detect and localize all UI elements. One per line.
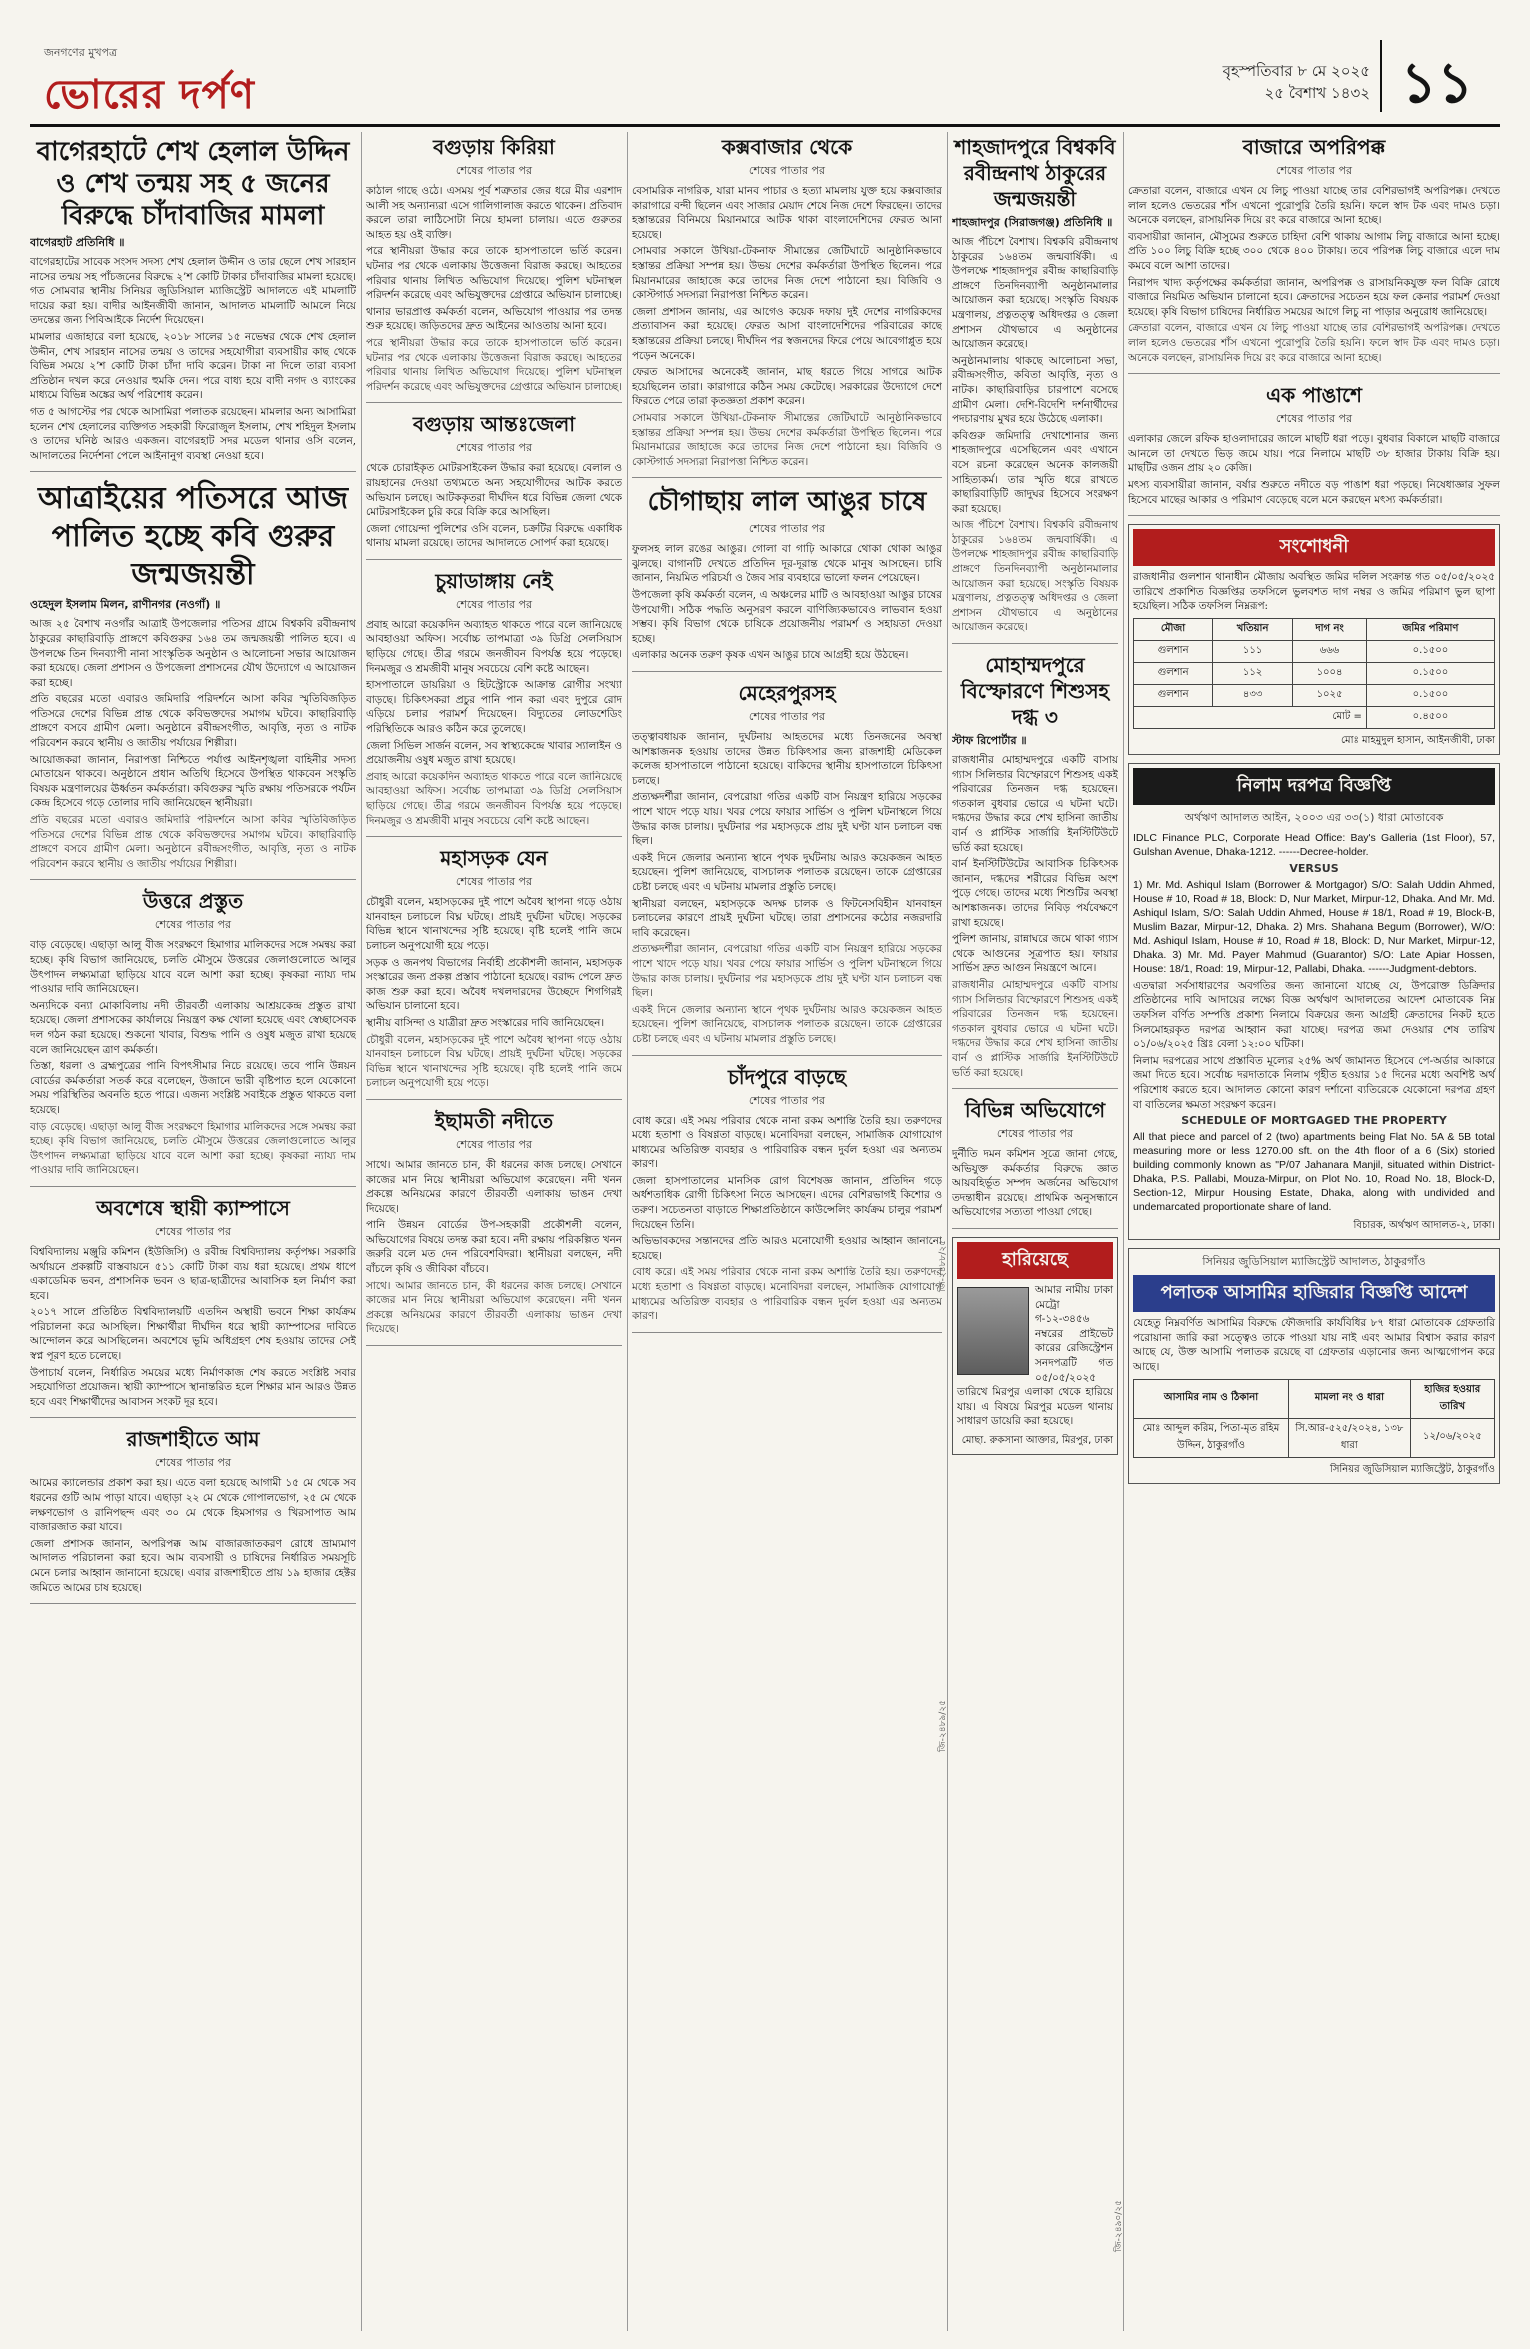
story-text: পানি উন্নয়ন বোর্ডের উপ-সহকারী প্রকৌশলী বলেন, অভিযোগের বিষয়ে তদন্ত করা হবে। নদী রক্ষায় পরিকল্পিত খনন জরুরি বলে মত দেন পরিবেশবিদরা। স্থানীয়রা বলছেন, নদী বাঁচলে কৃষি ও জীবিকা বাঁচবে। <box>366 1219 622 1276</box>
story-bogura-kiriya <box>366 134 622 403</box>
story-text: জেলা প্রশাসন জানায়, এর আগেও কয়েক দফায় দুই দেশের নাগরিকদের প্রত্যাবাসন করা হয়েছে। ফেরত আসা বাংলাদেশিদের পরিবারের কাছে হস্তান্তরের প্রক্রিয়া চলছে। দীর্ঘদিন পর স্বজনদের ফিরে পেয়ে আবেগাপ্লুত হয়ে পড়েন অনেকে। <box>632 305 942 362</box>
jump-line: শেষের পাতার পর <box>455 441 533 455</box>
column-rule <box>361 132 362 2331</box>
story-byline: বাগেরহাট প্রতিনিধি ॥ <box>30 236 125 249</box>
story-text: স্থানীয় বাসিন্দা ও যাত্রীরা দ্রুত সংস্কারের দাবি জানিয়েছেন। <box>366 1016 605 1029</box>
jump-line: শেষের পাতার পর <box>1275 412 1353 426</box>
column-rule <box>627 132 628 2331</box>
notice-text: যেহেতু নিম্নবর্ণিত আসামির বিরুদ্ধে ফৌজদারি কার্যবিধির ৮৭ ধারা মোতাবেক গ্রেফতারি পরোয়ানা জারি করা সত্ত্বেও তাকে পাওয়া যায় নাই এবং আমার বিশ্বাস করার কারণ আছে যে, উক্ত আসামি পলাতক রয়েছে বা গ্রেফতার এড়ানোর জন্য আত্মগোপন করে আছে। <box>1133 1317 1495 1373</box>
correction-notice <box>1128 524 1500 755</box>
jump-line: শেষের পাতার পর <box>455 164 533 177</box>
table-cell: গুলশান <box>1134 684 1213 706</box>
table-cell: ৬৬৬ <box>1293 640 1367 662</box>
story-text: প্রবাহ আরো কয়েকদিন অব্যাহত থাকতে পারে বলে জানিয়েছে আবহাওয়া অফিস। সর্বোচ্চ তাপমাত্রা ৩৯ ডিগ্রি সেলসিয়াস ছাড়িয়ে গেছে। তীব্র গরমে জনজীবন বিপর্যস্ত হয়ে পড়েছে। দিনমজুর ও শ্রমজীবী মানুষ সবচেয়ে বেশি কষ্টে আছেন। <box>366 770 622 827</box>
story-text: সড়ক ও জনপথ বিভাগের নির্বাহী প্রকৌশলী জানান, মহাসড়ক সংস্কারের জন্য প্রকল্প প্রস্তাব পাঠানো হয়েছে। বরাদ্দ পেলে দ্রুত কাজ শুরু করা হবে। অবৈধ দখলদারদের উচ্ছেদে শিগগিরই অভিযান চালানো হবে। <box>366 956 622 1013</box>
table-row <box>1134 640 1495 662</box>
table-header-cell: আসামির নাম ও ঠিকানা <box>1134 1379 1289 1418</box>
jump-line: শেষের পাতার পর <box>748 164 826 177</box>
table-total-row <box>1134 706 1495 728</box>
table-cell: সি.আর-৫২৫/২০২৪, ১৩৮ ধারা <box>1289 1418 1411 1457</box>
story-text: অন্যদিকে বন্যা মোকাবিলায় নদী তীরবর্তী এলাকায় আশ্রয়কেন্দ্র প্রস্তুত রাখা হয়েছে। জেলা প্রশাসকের কার্যালয়ে নিয়ন্ত্রণ কক্ষ খোলা হয়েছে এবং স্বেচ্ছাসেবক দল গঠন করা হয়েছে। শুকনো খাবার, বিশুদ্ধ পানি ও ওষুধ মজুত রাখা হয়েছে বলে জানিয়েছেন ত্রাণ কর্মকর্তা। <box>30 999 356 1056</box>
story-headline: ইছামতী নদীতে <box>434 1108 554 1133</box>
story-headline: বাজারে অপরিপক্ক <box>1242 135 1386 159</box>
story-text: গত ৫ আগস্টের পর থেকে আসামিরা পলাতক রয়েছেন। মামলার অন্য আসামিরা হলেন শেখ হেলালের ব্যক্তিগত সহকারী ফিরোজুল ইসলাম, শেখ শহিদুল ইসলাম ও তাদের ঘনিষ্ঠ আরও একজন। বাগেরহাট সদর মডেল থানার ওসি বলেন, আদালতের নির্দেশনা পেলে আইনানুগ ব্যবস্থা নেওয়া হবে। <box>30 405 356 462</box>
story-text: চৌধুরী বলেন, মহাসড়কের দুই পাশে অবৈধ স্থাপনা গড়ে ওঠায় যানবাহন চলাচলে বিঘ্ন ঘটছে। প্রায়ই দুর্ঘটনা ঘটছে। সড়কের বিভিন্ন স্থানে খানাখন্দের সৃষ্টি হয়েছে। বৃষ্টি হলেই পানি জমে চলাচল অনুপযোগী হয়ে পড়ে। <box>366 1033 622 1090</box>
jump-line: শেষের পাতার পর <box>455 1137 533 1151</box>
story-uttare <box>30 888 356 1187</box>
story-headline: মোহাম্মদপুরে বিস্ফোরণে শিশুসহ দগ্ধ ৩ <box>960 653 1110 730</box>
notice-text: আমার নামীয় ঢাকা মেট্রো গ-১২-৩৪৫৬ নম্বরের প্রাইভেট কারের রেজিস্ট্রেশন সনদপত্রটি গত ০৫/০৫/২০২৫ তারিখে মিরপুর এলাকা থেকে হারিয়ে যায়। এ বিষয়ে মিরপুর মডেল থানায় সাধারণ ডায়েরি করা হয়েছে। <box>957 1284 1113 1428</box>
story-text: জেলা গোয়েন্দা পুলিশের ওসি বলেন, চক্রটির বিরুদ্ধে একাধিক থানায় মামলা রয়েছে। তাদের আদালতে সোপর্দ করা হয়েছে। <box>366 522 622 550</box>
story-headline: মহাসড়ক যেন <box>440 846 548 871</box>
story-campus <box>30 1195 356 1419</box>
story-byline: ওহেদুল ইসলাম মিলন, রাণীনগর (নওগাঁ) ॥ <box>30 598 221 612</box>
story-text: প্রতি বছরের মতো এবারও জমিদারি পরিদর্শনে আসা কবির স্মৃতিবিজড়িত পতিসরে দেশের বিভিন্ন প্রান্ত থেকে কবিভক্তদের সমাগম ঘটবে। কাছারিবাড়ি প্রাঙ্গণে বসবে গ্রামীণ মেলা। অনুষ্ঠানে রবীন্দ্রসংগীত, আবৃত্তি, নৃত্য ও নাটক পরিবেশন করবে স্থানীয় ও জাতীয় পর্যায়ের শিল্পীরা। <box>30 814 356 870</box>
judgment-debtors-text: 1) Mr. Md. Ashiqul Islam (Borrower & Mortgagor) S/O: Salah Uddin Ahmed, House # 10, Road # 18, Block: D, Nur Market, Mirpur-12, Dhaka. And Mr. Md. Ashiqul Islam, S/O: Salah Uddin Ahmed, House # 18/1, Road # 19, Block-B, Muslim Bazar, Mirpur-12, Dhaka. 2) Mrs. Shahana Begum (Borrower), W/O: Md. Ashiqul Islam, House # 10, Road # 18, Block: D, Nur Market, Mirpur-12, Dhaka. 3) Mr. Md. Payer Mahmud (Guarantor) S/O: Late Apiar Hossen, House: 18/1, Road: 19, Mirpur-12, Pallabi, Dhaka. ------Judgment-debtors. <box>1133 878 1495 975</box>
story-text: রাজধানীর মোহাম্মদপুরে একটি বাসায় গ্যাস সিলিন্ডার বিস্ফোরণে শিশুসহ একই পরিবারের তিনজন দগ্ধ হয়েছেন। গতকাল বুধবার ভোরে এ ঘটনা ঘটে। দগ্ধদের উদ্ধার করে শেখ হাসিনা জাতীয় বার্ন ও প্লাস্টিক সার্জারি ইনস্টিটিউটে ভর্তি করা হয়েছে। <box>952 754 1118 854</box>
table-cell: ১২/০৬/২০২৫ <box>1410 1418 1494 1457</box>
jump-line: শেষের পাতার পর <box>154 1456 232 1470</box>
column-4 <box>952 132 1118 2331</box>
brand-logo: ভোরের দর্পণ <box>44 71 255 118</box>
decree-holder-text: IDLC Finance PLC, Corporate Head Office: Bay's Galleria (1st Floor), 57, Gulshan Avenue, Dhaka-1212. ------Decree-holder. <box>1133 831 1495 858</box>
table-cell: ০.১৫০০ <box>1366 662 1494 684</box>
story-pangas <box>1128 382 1500 516</box>
ad-code: জি-২৪৮৯/২৫ <box>938 1700 948 1752</box>
story-headline: রাজশাহীতে আম <box>126 1427 260 1452</box>
story-coxsbazar <box>632 134 942 478</box>
story-text: উপাচার্য বলেন, নির্ধারিত সময়ের মধ্যে নির্মাণকাজ শেষ করতে সংশ্লিষ্ট সবার সহযোগিতা প্রয়োজন। স্থায়ী ক্যাম্পাসে স্থানান্তরিত হলে শিক্ষার মান আরও উন্নত হবে এবং শিক্ষার্থীদের আবাসন সংকট দূর হবে। <box>30 1366 356 1408</box>
date-gregorian: বৃহস্পতিবার ৮ মে ২০২৫ <box>1222 62 1370 80</box>
story-text: ফুলসহ লাল রঙের আঙুর। গোলা বা গাঢ়ি আকারে থোকা থোকা আঙুর ঝুলছে। বাগানটি দেখতে প্রতিদিন দূর-দূরান্ত থেকে মানুষ আসছেন। চাষি জানান, নিয়মিত পরিচর্যা ও জৈব সার ব্যবহারে ভালো ফলন পেয়েছেন। <box>632 543 942 585</box>
story-text: আমের ক্যালেন্ডার প্রকাশ করা হয়। এতে বলা হয়েছে আগামী ১৫ মে থেকে সব ধরনের গুটি আম পাড়া যাবে। এছাড়া ২২ মে থেকে গোপালভোগ, ২৫ মে থেকে লক্ষণভোগ ও রানিপছন্দ এবং ৩০ মে থেকে হিমসাগর ও খিরসাপাত আম বাজারজাত করা যাবে। <box>30 1477 356 1534</box>
absent-accused-notice <box>1128 1248 1500 1483</box>
table-row <box>1134 662 1495 684</box>
notice-signature: মোছা. রুকসানা আক্তার, মিরপুর, ঢাকা <box>961 1435 1113 1446</box>
table-total-value: ০.৪৫০০ <box>1366 706 1494 728</box>
table-header-cell: মামলা নং ও ধারা <box>1289 1379 1411 1418</box>
story-headline: শাহজাদপুরে বিশ্বকবি রবীন্দ্রনাথ ঠাকুরের জন্মজয়ন্তী <box>954 135 1116 211</box>
story-bogura-interdistrict <box>366 411 622 560</box>
story-text: এলাকার জেলে রফিক হাওলাদারের জালে মাছটি ধরা পড়ে। বুধবার বিকালে মাছটি বাজারে আনলে তা দেখতে ভিড় জমে যায়। পরে নিলামে মাছটি ৩৮ হাজার টাকায় বিক্রি হয়। মাছটির ওজন প্রায় ২০ কেজি। <box>1128 433 1500 475</box>
column-5 <box>1128 132 1500 2331</box>
column-rule <box>947 132 948 2331</box>
story-text: এলাকার অনেক তরুণ কৃষক এখন আঙুর চাষে আগ্রহী হয়ে উঠছেন। <box>632 649 909 662</box>
story-bagerhat <box>30 136 356 472</box>
story-text: পরে স্থানীয়রা উদ্ধার করে তাকে হাসপাতালে ভর্তি করেন। ঘটনার পর থেকে এলাকায় উত্তেজনা বিরাজ করছে। আহতের পরিবার থানায় লিখিত অভিযোগ দিয়েছে। পুলিশ ঘটনাস্থল পরিদর্শন করেছে এবং অভিযুক্তদের গ্রেপ্তারে অভিযান চালাচ্ছে। <box>366 336 622 393</box>
story-text: মামলার এজাহারে বলা হয়েছে, ২০১৮ সালের ১৫ নভেম্বর থেকে শেখ হেলাল উদ্দীন, শেখ সারহান নাসের তন্ময় ও তাদের সহযোগীরা ব্যবসায়ীর কাছ থেকে বিভিন্ন সময়ে ২’শ কোটি টাকা চাঁদা দাবি করেন। টাকা না দিলে তারা ব্যবসা প্রতিষ্ঠান দখল করে নেওয়ার হুমকি দেন। পরে বাধ্য হয়ে বাদী নগদ ও ব্যাংকের মাধ্যমে বিভিন্ন অঙ্কের অর্থ পরিশোধ করেন। <box>30 330 356 402</box>
jump-line: শেষের পাতার পর <box>154 918 232 932</box>
story-text: প্রতি বছরের মতো এবারও জমিদারি পরিদর্শনে আসা কবির স্মৃতিবিজড়িত পতিসরে দেশের বিভিন্ন প্রান্ত থেকে কবিভক্তদের সমাগম ঘটবে। কাছারিবাড়ি প্রাঙ্গণে বসবে গ্রামীণ মেলা। অনুষ্ঠানে রবীন্দ্রসংগীত, আবৃত্তি, নৃত্য ও নাটক পরিবেশন করবে স্থানীয় ও জাতীয় পর্যায়ের শিল্পীরা। <box>30 693 356 750</box>
story-text: ক্রেতারা বলেন, বাজারে এখন যে লিচু পাওয়া যাচ্ছে তার বেশিরভাগই অপরিপক্ক। দেখতে লাল হলেও ভেতরের শাঁস এখনো পুরোপুরি তৈরি হয়নি। ফলে স্বাদ টক এবং দামও চড়া। অনেকে বলছেন, রাসায়নিক দিয়ে রং করে বাজারে আনা হচ্ছে। <box>1128 322 1500 364</box>
column-3 <box>632 132 942 2331</box>
date-bengali: ২৫ বৈশাখ ১৪৩২ <box>1264 84 1370 102</box>
auction-subtitle: অর্থঋণ আদালত আইন, ২০০৩ এর ৩৩(১) ধারা মোতাবেক <box>1184 810 1444 824</box>
ad-code: জি-২৪৮৮/২৫ <box>938 1240 948 1292</box>
story-text: বাগেরহাটের সাবেক সংসদ সদস্য শেখ হেলাল উদ্দীন ও তার ছেলে শেখ সারহান নাসের তন্ময় সহ পাঁচজনের বিরুদ্ধে ২’শ কোটি টাকার চাঁদাবাজির মামলা হয়েছে। গত সোমবার স্থানীয় সিনিয়র জুডিসিয়াল ম্যাজিস্ট্রেট আদালতে এই মামলাটি দায়ের করা হয়। বাদীর আইনজীবী জানান, আদালত মামলাটি আমলে নিয়ে তদন্তের জন্য পিবিআইকে নির্দেশ দিয়েছেন। <box>30 256 356 327</box>
story-text: নিরাপদ খাদ্য কর্তৃপক্ষের কর্মকর্তারা জানান, অপরিপক্ক ও রাসায়নিকযুক্ত ফল বিক্রি রোধে বাজারে নিয়মিত অভিযান চালানো হবে। ক্রেতাদের সচেতন হয়ে ফল কেনার পরামর্শ দেওয়া হয়েছে। কৃষি বিভাগ চাষিদের নির্ধারিত সময়ের আগে লিচু না পাড়ার অনুরোধ জানিয়েছে। <box>1128 276 1500 318</box>
story-text: আজ ২৫ বৈশাখ নওগাঁর আত্রাই উপজেলার পতিসর গ্রামে বিশ্বকবি রবীন্দ্রনাথ ঠাকুরের কাছারিবাড়ি প্রাঙ্গণে কবিগুরুর ১৬৪ তম জন্মজয়ন্তী পালিত হবে। এ উপলক্ষে তিন দিনব্যাপী নানা সাংস্কৃতিক অনুষ্ঠান ও আলোচনা সভার আয়োজন করা হয়েছে। জেলা প্রশাসন ও উপজেলা প্রশাসনের যৌথ উদ্যোগে এ আয়োজন করা হচ্ছে। <box>30 618 356 689</box>
story-headline: মেহেরপুরসহ <box>738 681 836 706</box>
story-headline: অবশেষে স্থায়ী ক্যাম্পাসে <box>96 1195 290 1220</box>
table-cell: ১১১ <box>1213 640 1293 662</box>
story-text: ২০১৭ সালে প্রতিষ্ঠিত বিশ্ববিদ্যালয়টি এতদিন অস্থায়ী ভবনে শিক্ষা কার্যক্রম পরিচালনা করে আসছিল। শিক্ষার্থীরা দীর্ঘদিন ধরে স্থায়ী ক্যাম্পাসের দাবিতে আন্দোলন করে আসছিলেন। অবশেষে ভূমি অধিগ্রহণ শেষ হওয়ায় তাদের সেই স্বপ্ন পূরণ হতে চলেছে। <box>30 1306 356 1363</box>
story-text: প্রবাহ আরো কয়েকদিন অব্যাহত থাকতে পারে বলে জানিয়েছে আবহাওয়া অফিস। সর্বোচ্চ তাপমাত্রা ৩৯ ডিগ্রি সেলসিয়াস ছাড়িয়ে গেছে। তীব্র গরমে জনজীবন বিপর্যস্ত হয়ে পড়েছে। দিনমজুর ও শ্রমজীবী মানুষ সবচেয়ে বেশি কষ্টে আছেন। <box>366 618 622 675</box>
table-header-cell: খতিয়ান <box>1213 618 1293 640</box>
story-text: কবিগুরু জমিদারি দেখাশোনার জন্য শাহজাদপুরে এসেছিলেন এবং এখানে বসে রচনা করেছেন অনেক কালজয়ী সাহিত্যকর্ম। তার স্মৃতি ধরে রাখতে কাছারিবাড়িটি জাদুঘর হিসেবে সংরক্ষণ করা হয়েছে। <box>952 429 1118 515</box>
table-cell: মোঃ আব্দুল করিম, পিতা-মৃত রহিম উদ্দিন, ঠাকুরগাঁও <box>1134 1418 1289 1457</box>
story-text: বোধ করে। এই সময় পরিবার থেকে নানা রকম অশান্তি তৈরি হয়। তরুণদের মধ্যে হতাশা ও বিষণ্ণতা বাড়ছে। মনোবিদরা বলছেন, সামাজিক যোগাযোগ মাধ্যমের অতিরিক্ত ব্যবহার ও পারিবারিক বন্ধন দুর্বল হওয়া এর অন্যতম কারণ। <box>632 1266 942 1323</box>
missing-notice <box>952 1237 1118 1455</box>
story-text: জেলা হাসপাতালের মানসিক রোগ বিশেষজ্ঞ জানান, প্রতিদিন গড়ে অর্ধশতাধিক রোগী চিকিৎসা নিতে আসছেন। এদের বেশিরভাগই কিশোর ও তরুণ। সচেতনতা বাড়াতে শিক্ষাপ্রতিষ্ঠানে কাউন্সেলিং কার্যক্রম চালুর পরামর্শ দিয়েছেন তিনি। <box>632 1174 942 1231</box>
story-allegations <box>952 1097 1118 1229</box>
table-total-label: মোট = <box>1134 706 1367 728</box>
story-text: তত্ত্বাবধায়ক জানান, দুর্ঘটনায় আহতদের মধ্যে তিনজনের অবস্থা আশঙ্কাজনক হওয়ায় তাদের উন্নত চিকিৎসার জন্য রাজশাহী মেডিকেল কলেজ হাসপাতালে পাঠানো হয়েছে। বাকিদের স্থানীয় হাসপাতালে চিকিৎসা চলছে। <box>632 731 942 787</box>
story-byline: শাহজাদপুর (সিরাজগঞ্জ) প্রতিনিধি ॥ <box>952 216 1113 229</box>
table-header-cell: দাগ নং <box>1293 618 1367 640</box>
story-headline: চৌগাছায় লাল আঙুর চাষে <box>647 487 927 518</box>
story-text: রাজধানীর মোহাম্মদপুরে একটি বাসায় গ্যাস সিলিন্ডার বিস্ফোরণে শিশুসহ একই পরিবারের তিনজন দগ্ধ হয়েছেন। গতকাল বুধবার ভোরে এ ঘটনা ঘটে। দগ্ধদের উদ্ধার করে শেখ হাসিনা জাতীয় বার্ন ও প্লাস্টিক সার্জারি ইনস্টিটিউটে ভর্তি করা হয়েছে। <box>952 978 1118 1079</box>
story-headline: কক্সবাজার থেকে <box>721 135 853 159</box>
story-headline: বাগেরহাটে শেখ হেলাল উদ্দিন ও শেখ তন্ময় সহ ৫ জনের বিরুদ্ধে চাঁদাবাজির মামলা <box>36 137 350 231</box>
story-text: পরে স্থানীয়রা উদ্ধার করে তাকে হাসপাতালে ভর্তি করেন। ঘটনার পর থেকে এলাকায় উত্তেজনা বিরাজ করছে। আহতের পরিবার থানায় লিখিত অভিযোগ দিয়েছে। পুলিশ ঘটনাস্থল পরিদর্শন করেছে এবং অভিযুক্তদের গ্রেপ্তারে অভিযান চালাচ্ছে। <box>366 245 622 302</box>
story-text: চৌধুরী বলেন, মহাসড়কের দুই পাশে অবৈধ স্থাপনা গড়ে ওঠায় যানবাহন চলাচলে বিঘ্ন ঘটছে। প্রায়ই দুর্ঘটনা ঘটছে। সড়কের বিভিন্ন স্থানে খানাখন্দের সৃষ্টি হয়েছে। বৃষ্টি হলেই পানি জমে চলাচল অনুপযোগী হয়ে পড়ে। <box>366 896 622 952</box>
story-text: সোমবার সকালে উখিয়া-টেকনাফ সীমান্তের জেটিঘাটে আনুষ্ঠানিকভাবে হস্তান্তর প্রক্রিয়া সম্পন্ন হয়। উভয় দেশের কর্মকর্তারা উপস্থিত ছিলেন। পরে মিয়ানমারের জাহাজে করে তাদের নিজ দেশে পাঠানো হয়। বিজিবি ও কোস্টগার্ড সদস্যরা নিরাপত্তা নিশ্চিত করেন। <box>632 245 942 302</box>
story-text: বোধ করে। এই সময় পরিবার থেকে নানা রকম অশান্তি তৈরি হয়। তরুণদের মধ্যে হতাশা ও বিষণ্ণতা বাড়ছে। মনোবিদরা বলছেন, সামাজিক যোগাযোগ মাধ্যমের অতিরিক্ত ব্যবহার ও পারিবারিক বন্ধন দুর্বল হওয়া এর অন্যতম কারণ। <box>632 1114 942 1171</box>
dateline <box>1223 60 1370 104</box>
table-cell: ০.১৫০০ <box>1366 684 1494 706</box>
story-byline: স্টাফ রিপোর্টার ॥ <box>952 734 1027 748</box>
table-header-cell: জমির পরিমাণ <box>1366 618 1494 640</box>
jump-line: শেষের পাতার পর <box>748 522 826 536</box>
jump-line: শেষের পাতার পর <box>455 597 533 611</box>
schedule-title: SCHEDULE OF MORTGAGED THE PROPERTY <box>1181 1114 1447 1128</box>
table-cell: গুলশান <box>1134 640 1213 662</box>
story-highway <box>366 845 622 1100</box>
correction-banner: সংশোধনী <box>1133 529 1495 566</box>
story-text: থানার ভারপ্রাপ্ত কর্মকর্তা বলেন, অভিযোগ পাওয়ার পর তদন্ত শুরু হয়েছে। জড়িতদের দ্রুত আইনের আওতায় আনা হবে। <box>366 305 622 333</box>
notice-text: এতদ্বারা সর্বসাধারণের অবগতির জন্য জানানো যাচ্ছে যে, উপরোক্ত ডিক্রিদার প্রতিষ্ঠানের দাবি আদায়ের লক্ষ্যে বিজ্ঞ অর্থঋণ আদালতের আদেশ মোতাবেক নিম্ন তফসিল বর্ণিত সম্পত্তি প্রকাশ্য নিলামে বিক্রয়ের জন্য আগ্রহী ক্রেতাদের নিকট হতে সিলমোহরকৃত দরপত্র আহ্বান করা যাচ্ছে। দরপত্র জমা দেওয়ার শেষ তারিখ ০১/০৬/২০২৫ খ্রিঃ বেলা ১২:০০ ঘটিকা। <box>1133 979 1495 1051</box>
column-2 <box>366 132 622 2331</box>
notice-text: রাজধানীর গুলশান থানাধীন মৌজায় অবস্থিত জমির দলিল সংক্রান্ত গত ০৫/০৫/২০২৫ তারিখে প্রকাশিত বিজ্ঞপ্তির তফসিলে ভুলবশত দাগ নম্বর ও জমির পরিমাণ ভুল ছাপা হয়েছিল। সঠিক তফসিল নিম্নরূপ: <box>1133 571 1495 613</box>
notice-signature: মোঃ মাহমুদুল হাসান, আইনজীবী, ঢাকা <box>1340 734 1495 746</box>
story-headline: বগুড়ায় কিরিয়া <box>433 135 555 159</box>
jump-line: শেষের পাতার পর <box>154 1224 232 1238</box>
story-text: থেকে চোরাইকৃত মোটরসাইকেল উদ্ধার করা হয়েছে। বেলাল ও রায়হানের দেওয়া তথ্যমতে অন্য সহযোগীদের আটক করতে অভিযান চলছে। আটককৃতরা দীর্ঘদিন ধরে বিভিন্ন জেলা থেকে মোটরসাইকেল চুরি করে বিক্রি করে আসছিল। <box>366 462 622 519</box>
schedule-table <box>1133 618 1495 729</box>
missing-banner: হারিয়েছে <box>957 1242 1113 1279</box>
auction-banner: নিলাম দরপত্র বিজ্ঞপ্তি <box>1133 768 1495 805</box>
story-text: স্থানীয়রা বলছেন, মহাসড়কে অদক্ষ চালক ও ফিটনেসবিহীন যানবাহন চলাচলের কারণে প্রায়ই দুর্ঘটনা ঘটছে। তারা প্রশাসনের কঠোর নজরদারি দাবি করেছেন। <box>632 897 942 939</box>
table-cell: ১০২৫ <box>1293 684 1367 706</box>
schedule-text: All that piece and parcel of 2 (two) apartments being Flat No. 5A & 5B total measuring more or less 1270.00 sft. on the 4th floor of a 6 (Six) storied building commonly known as "P/07 Jahanara Manjil, situated within District-Dhaka, P.S. Pallabi, Mouza-Mirpur, on Plot No. 10, Road No. 18, Block-D, Section-12, Mirpur Housing Estate, Dhaka, along with undivided and undemarcated proportionate share of land. <box>1133 1131 1495 1214</box>
table-row <box>1134 1418 1495 1457</box>
story-headline: আত্রাইয়ের পতিসরে আজ পালিত হচ্ছে কবি গুরুর জন্মজয়ন্তী <box>37 481 349 593</box>
brand-tagline: জনগণের মুখপত্র <box>44 46 118 59</box>
story-text: একই দিনে জেলার অন্যান্য স্থানে পৃথক দুর্ঘটনায় আরও কয়েকজন আহত হয়েছেন। পুলিশ জানিয়েছে, বাসচালক পলাতক রয়েছেন। তাকে গ্রেপ্তারের চেষ্টা চলছে এবং এ ঘটনায় মামলার প্রস্তুতি চলছে। <box>632 1003 942 1045</box>
story-text: ফেরত আসাদের অনেকেই জানান, মাছ ধরতে গিয়ে সাগরে আটক হয়েছিলেন তারা। কারাগারে কঠিন সময় কেটেছে। সরকারের উদ্যোগে দেশে ফিরতে পেরে তারা কৃতজ্ঞতা প্রকাশ করেন। <box>632 366 942 408</box>
jump-line: শেষের পাতার পর <box>1275 164 1353 177</box>
brand <box>44 44 255 130</box>
table-header-row <box>1134 1379 1495 1418</box>
story-chougachha-grapes <box>632 486 942 672</box>
story-text: বার্ন ইনস্টিটিউটের আবাসিক চিকিৎসক জানান, দগ্ধদের শরীরের বিভিন্ন অংশ পুড়ে গেছে। তাদের মধ্যে শিশুটির অবস্থা আশঙ্কাজনক। তাদের নিবিড় পর্যবেক্ষণে রাখা হয়েছে। <box>952 858 1118 929</box>
story-mohammadpur <box>952 652 1118 1089</box>
absent-banner: পলাতক আসামির হাজিরার বিজ্ঞপ্তি আদেশ <box>1133 1275 1495 1312</box>
masthead <box>30 38 1500 127</box>
story-headline: এক পাঙাশে <box>1266 383 1362 408</box>
story-headline: চুয়াডাঙ্গায় নেই <box>435 568 553 593</box>
table-cell: গুলশান <box>1134 662 1213 684</box>
table-header-row <box>1134 618 1495 640</box>
versus-label: VERSUS <box>1289 861 1339 875</box>
ad-code: জি-২৪৯০/২৫ <box>1114 2200 1124 2252</box>
story-text: আজ পঁচিশে বৈশাখ। বিশ্বকবি রবীন্দ্রনাথ ঠাকুরের ১৬৪তম জন্মবার্ষিকী। এ উপলক্ষে শাহজাদপুর রবীন্দ্র কাছারিবাড়ি প্রাঙ্গণে তিনদিনব্যাপী অনুষ্ঠানমালার আয়োজন করা হয়েছে। সংস্কৃতি বিষয়ক মন্ত্রণালয়, প্রত্নতত্ত্ব অধিদপ্তর ও জেলা প্রশাসন যৌথভাবে এ অনুষ্ঠানের আয়োজন করেছে। <box>952 236 1118 351</box>
story-text: ক্রেতারা বলেন, বাজারে এখন যে লিচু পাওয়া যাচ্ছে তার বেশিরভাগই অপরিপক্ক। দেখতে লাল হলেও ভেতরের শাঁস এখনো পুরোপুরি তৈরি হয়নি। ফলে স্বাদ টক এবং দামও চড়া। অনেকে বলছেন, রাসায়নিক দিয়ে রং করে বাজারে আনা হচ্ছে। <box>1128 185 1500 227</box>
table-row <box>1134 684 1495 706</box>
story-meherpur <box>632 680 942 1055</box>
story-text: প্রত্যক্ষদর্শীরা জানান, বেপরোয়া গতির একটি বাস নিয়ন্ত্রণ হারিয়ে সড়কের পাশে খাদে পড়ে যায়। খবর পেয়ে ফায়ার সার্ভিস ও পুলিশ ঘটনাস্থলে গিয়ে উদ্ধার কাজ চালায়। দুর্ঘটনার পর মহাসড়কে প্রায় দুই ঘণ্টা যান চলাচল বন্ধ ছিল। <box>632 791 942 848</box>
notice-text: নিলাম দরপত্রের সাথে প্রস্তাবিত মূল্যের ২৫% অর্থ জামানত হিসেবে পে-অর্ডার আকারে জমা দিতে হবে। সর্বোচ্চ দরদাতাকে নিলাম গৃহীত হওয়ার ১৫ দিনের মধ্যে অবশিষ্ট অর্থ পরিশোধ করতে হবে। আদালত কোনো কারণ দর্শানো ব্যতিরেকে যেকোনো দরপত্র গ্রহণ বা বাতিলের ক্ষমতা সংরক্ষণ করেন। <box>1133 1054 1495 1111</box>
story-text: বাড় বেড়েছে। এছাড়া আলু বীজ সংরক্ষণে হিমাগার মালিকদের সঙ্গে সমন্বয় করা হচ্ছে। কৃষি বিভাগ জানিয়েছে, চলতি মৌসুমে উত্তরের জেলাগুলোতে আলুর উৎপাদন লক্ষ্যমাত্রা ছাড়িয়ে যাবে বলে আশা করা হচ্ছে। কৃষকরা ন্যায্য দাম পাওয়ার দাবি জানিয়েছেন। <box>30 1120 356 1177</box>
story-headline: চাঁদপুরে বাড়ছে <box>727 1064 847 1089</box>
story-text: ব্যবসায়ীরা জানান, মৌসুমের শুরুতে চাহিদা বেশি থাকায় আগাম লিচু বাজারে আনা হচ্ছে। প্রতি ১০০ লিচু বিক্রি হচ্ছে ৩০০ থেকে ৪০০ টাকায়। তবে পরিপক্ক লিচু বাজারে এলে দাম কমবে বলে আশা তাদের। <box>1128 230 1500 272</box>
court-name: সিনিয়র জুডিসিয়াল ম্যাজিস্ট্রেট আদালত, ঠাকুরগাঁও <box>1202 1255 1426 1269</box>
story-text: জেলা প্রশাসক জানান, অপরিপক্ক আম বাজারজাতকরণ রোধে ভ্রাম্যমাণ আদালত পরিচালনা করা হবে। আম ব্যবসায়ী ও চাষিদের নির্ধারিত সময়সূচি মেনে চলার আহ্বান জানানো হয়েছে। এবার রাজশাহীতে প্রায় ১৯ হাজার হেক্টর জমিতে আমের চাষ হয়েছে। <box>30 1537 356 1594</box>
column-rule <box>1123 132 1124 2331</box>
story-text: হাসপাতালে ডায়রিয়া ও হিটস্ট্রোকে আক্রান্ত রোগীর সংখ্যা বাড়ছে। চিকিৎসকরা প্রচুর পানি পান করা এবং দুপুরে রোদ এড়িয়ে চলার পরামর্শ দিয়েছেন। বিদ্যুতের লোডশেডিং পরিস্থিতিকে আরও কঠিন করে তুলেছে। <box>366 679 622 736</box>
jump-line: শেষের পাতার পর <box>455 875 533 889</box>
story-litchi <box>1128 134 1500 374</box>
story-text: একই দিনে জেলার অন্যান্য স্থানে পৃথক দুর্ঘটনায় আরও কয়েকজন আহত হয়েছেন। পুলিশ জানিয়েছে, বাসচালক পলাতক রয়েছেন। তাকে গ্রেপ্তারের চেষ্টা চলছে এবং এ ঘটনায় মামলার প্রস্তুতি চলছে। <box>632 851 942 893</box>
table-header-cell: মৌজা <box>1134 618 1213 640</box>
story-headline: বগুড়ায় আন্তঃজেলা <box>412 412 576 437</box>
story-text: উপজেলা কৃষি কর্মকর্তা বলেন, এ অঞ্চলের মাটি ও আবহাওয়া আঙুর চাষের উপযোগী। সঠিক পদ্ধতি অনুসরণ করলে বাণিজ্যিকভাবেও লাভবান হওয়া সম্ভব। কৃষি বিভাগ থেকে চাষিকে প্রয়োজনীয় পরামর্শ ও সহায়তা দেওয়া হচ্ছে। <box>632 589 942 645</box>
story-text: সোমবার সকালে উখিয়া-টেকনাফ সীমান্তের জেটিঘাটে আনুষ্ঠানিকভাবে হস্তান্তর প্রক্রিয়া সম্পন্ন হয়। উভয় দেশের কর্মকর্তারা উপস্থিত ছিলেন। পরে মিয়ানমারের জাহাজে করে তাদের নিজ দেশে পাঠানো হয়। বিজিবি ও কোস্টগার্ড সদস্যরা নিরাপত্তা নিশ্চিত করেন। <box>632 411 942 468</box>
table-cell: ১০০৪ <box>1293 662 1367 684</box>
story-text: পুলিশ জানায়, রান্নাঘরে জমে থাকা গ্যাস থেকে আগুনের সূত্রপাত হয়। ফায়ার সার্ভিস দ্রুত আগুন নিয়ন্ত্রণে আনে। <box>952 933 1118 975</box>
story-rajshahi-mango <box>30 1426 356 1604</box>
story-text: বেসামরিক নাগরিক, যারা মানব পাচার ও হত্যা মামলায় যুক্ত হয়ে কক্সবাজার কারাগারে বন্দী ছিলেন এবং সাজার মেয়াদ শেষে নিজ দেশে ফিরছেন। তাদের হস্তান্তরের বিনিময়ে মিয়ানমারে আটক থাকা বাংলাদেশিদের ফেরত আনা হয়েছে। <box>632 185 942 241</box>
story-text: জেলা সিভিল সার্জন বলেন, সব স্বাস্থ্যকেন্দ্রে খাবার স্যালাইন ও প্রয়োজনীয় ওষুধ মজুত রাখা হয়েছে। <box>366 739 622 767</box>
jump-line: শেষের পাতার পর <box>748 710 826 724</box>
column-1 <box>30 132 356 2331</box>
accused-table <box>1133 1379 1495 1458</box>
story-text: অনুষ্ঠানমালায় থাকছে আলোচনা সভা, রবীন্দ্রসংগীত, কবিতা আবৃত্তি, নৃত্য ও নাটক। কাছারিবাড়ির চারপাশে বসেছে গ্রামীণ মেলা। দেশি-বিদেশি দর্শনার্থীদের পদচারণায় মুখর হয়ে উঠেছে এলাকা। <box>952 354 1118 426</box>
story-headline: উত্তরে প্রস্তুত <box>142 889 244 914</box>
story-shahjadpur <box>952 134 1118 644</box>
notice-signature: বিচারক, অর্থঋণ আদালত-২, ঢাকা। <box>1353 1220 1495 1232</box>
story-text: কাঠাল গাছে ওঠে। এসময় পূর্ব শত্রুতার জের ধরে মীর এরশাদ আলী সহ অন্যান্যরা এসে গালিগালাজ করতে থাকেন। প্রতিবাদ করলে তারা লাঠিসোটা নিয়ে হামলা চালায়। এতে গুরুতর আহত হয় ওই ব্যক্তি। <box>366 185 622 241</box>
jump-line: শেষের পাতার পর <box>996 1127 1074 1141</box>
table-cell: ১১২ <box>1213 662 1293 684</box>
auction-notice <box>1128 763 1500 1240</box>
story-headline: বিভিন্ন অভিযোগে <box>964 1098 1106 1123</box>
story-text: মৎস্য ব্যবসায়ীরা জানান, বর্ষার শুরুতে নদীতে বড় পাঙাশ ধরা পড়ছে। নিষেধাজ্ঞার সুফল হিসেবে মাছের আকার ও পরিমাণ বেড়েছে বলে মনে করছেন মৎস্য কর্মকর্তারা। <box>1128 478 1500 506</box>
story-text: প্রত্যক্ষদর্শীরা জানান, বেপরোয়া গতির একটি বাস নিয়ন্ত্রণ হারিয়ে সড়কের পাশে খাদে পড়ে যায়। খবর পেয়ে ফায়ার সার্ভিস ও পুলিশ ঘটনাস্থলে গিয়ে উদ্ধার কাজ চালায়। দুর্ঘটনার পর মহাসড়কে প্রায় দুই ঘণ্টা যান চলাচল বন্ধ ছিল। <box>632 943 942 1000</box>
table-cell: ৪৩৩ <box>1213 684 1293 706</box>
story-text: সাথে। আমার জানতে চান, কী ধরনের কাজ চলছে। সেখানে কাজের মান নিয়ে স্থানীয়রা অভিযোগ করেছেন। নদী খনন প্রকল্পে অনিয়মের কারণে তীরবর্তী এলাকায় ভাঙন দেখা দিয়েছে। <box>366 1158 622 1215</box>
jump-line: শেষের পাতার পর <box>748 1093 826 1107</box>
story-text: বাড় বেড়েছে। এছাড়া আলু বীজ সংরক্ষণে হিমাগার মালিকদের সঙ্গে সমন্বয় করা হচ্ছে। কৃষি বিভাগ জানিয়েছে, চলতি মৌসুমে উত্তরের জেলাগুলোতে আলুর উৎপাদন লক্ষ্যমাত্রা ছাড়িয়ে যাবে বলে আশা করা হচ্ছে। কৃষকরা ন্যায্য দাম পাওয়ার দাবি জানিয়েছেন। <box>30 939 356 996</box>
notice-signature: সিনিয়র জুডিসিয়াল ম্যাজিস্ট্রেট, ঠাকুরগাঁও <box>1329 1463 1495 1475</box>
story-text: তিস্তা, ধরলা ও ব্রহ্মপুত্রের পানি বিপৎসীমার নিচে রয়েছে। তবে পানি উন্নয়ন বোর্ডের কর্মকর্তারা সতর্ক করে বলেছেন, উজানে ভারী বৃষ্টিপাত হলে যেকোনো সময় পরিস্থিতির অবনতি হতে পারে। এজন্য সংশ্লিষ্ট সবাইকে প্রস্তুত থাকতে বলা হয়েছে। <box>30 1060 356 1116</box>
story-text: অভিভাবকদের সন্তানদের প্রতি আরও মনোযোগী হওয়ার আহ্বান জানানো হয়েছে। <box>632 1235 942 1262</box>
story-text: আজ পঁচিশে বৈশাখ। বিশ্বকবি রবীন্দ্রনাথ ঠাকুরের ১৬৪তম জন্মবার্ষিকী। এ উপলক্ষে শাহজাদপুর রবীন্দ্র কাছারিবাড়ি প্রাঙ্গণে তিনদিনব্যাপী অনুষ্ঠানমালার আয়োজন করা হয়েছে। সংস্কৃতি বিষয়ক মন্ত্রণালয়, প্রত্নতত্ত্ব অধিদপ্তর ও জেলা প্রশাসন যৌথভাবে এ অনুষ্ঠানের আয়োজন করেছে। <box>952 519 1118 634</box>
story-atrai <box>30 480 356 880</box>
table-header-cell: হাজির হওয়ার তারিখ <box>1410 1379 1494 1418</box>
story-text: বিশ্ববিদ্যালয় মঞ্জুরি কমিশন (ইউজিসি) ও রবীন্দ্র বিশ্ববিদ্যালয় কর্তৃপক্ষ। সরকারি অর্থায়নে প্রকল্পটি বাস্তবায়নে ৫১১ কোটি টাকা ব্যয় ধরা হয়েছে। প্রথম ধাপে একাডেমিক ভবন, প্রশাসনিক ভবন ও ছাত্র-ছাত্রীদের আবাসিক হল নির্মাণ করা হবে। <box>30 1245 356 1302</box>
portrait-photo <box>957 1287 1029 1375</box>
story-text: আয়োজকরা জানান, নিরাপত্তা নিশ্চিতে পর্যাপ্ত আইনশৃঙ্খলা বাহিনীর সদস্য মোতায়েন থাকবে। অনুষ্ঠানে প্রধান অতিথি হিসেবে উপস্থিত থাকবেন সংস্কৃতি বিষয়ক মন্ত্রণালয়ের ঊর্ধ্বতন কর্মকর্তারা। কবিগুরুর স্মৃতি রক্ষায় পতিসরকে পর্যটন কেন্দ্র হিসেবে গড়ে তোলার দাবি জানিয়েছেন স্থানীয়রা। <box>30 753 356 810</box>
story-ichamati <box>366 1108 622 1346</box>
story-text: দুর্নীতি দমন কমিশন সূত্রে জানা গেছে, অভিযুক্ত কর্মকর্তার বিরুদ্ধে জ্ঞাত আয়বহির্ভূত সম্পদ অর্জনের অভিযোগ তদন্তাধীন রয়েছে। প্রাথমিক অনুসন্ধানে অভিযোগের সত্যতা পাওয়া গেছে। <box>952 1148 1118 1219</box>
table-cell: ০.১৫০০ <box>1366 640 1494 662</box>
story-text: সাথে। আমার জানতে চান, কী ধরনের কাজ চলছে। সেখানে কাজের মান নিয়ে স্থানীয়রা অভিযোগ করেছেন। নদী খনন প্রকল্পে অনিয়মের কারণে তীরবর্তী এলাকায় ভাঙন দেখা দিয়েছে। <box>366 1279 622 1336</box>
page-number: ১১ <box>1380 40 1492 112</box>
story-chuadanga <box>366 568 622 837</box>
story-chandpur <box>632 1064 942 1333</box>
